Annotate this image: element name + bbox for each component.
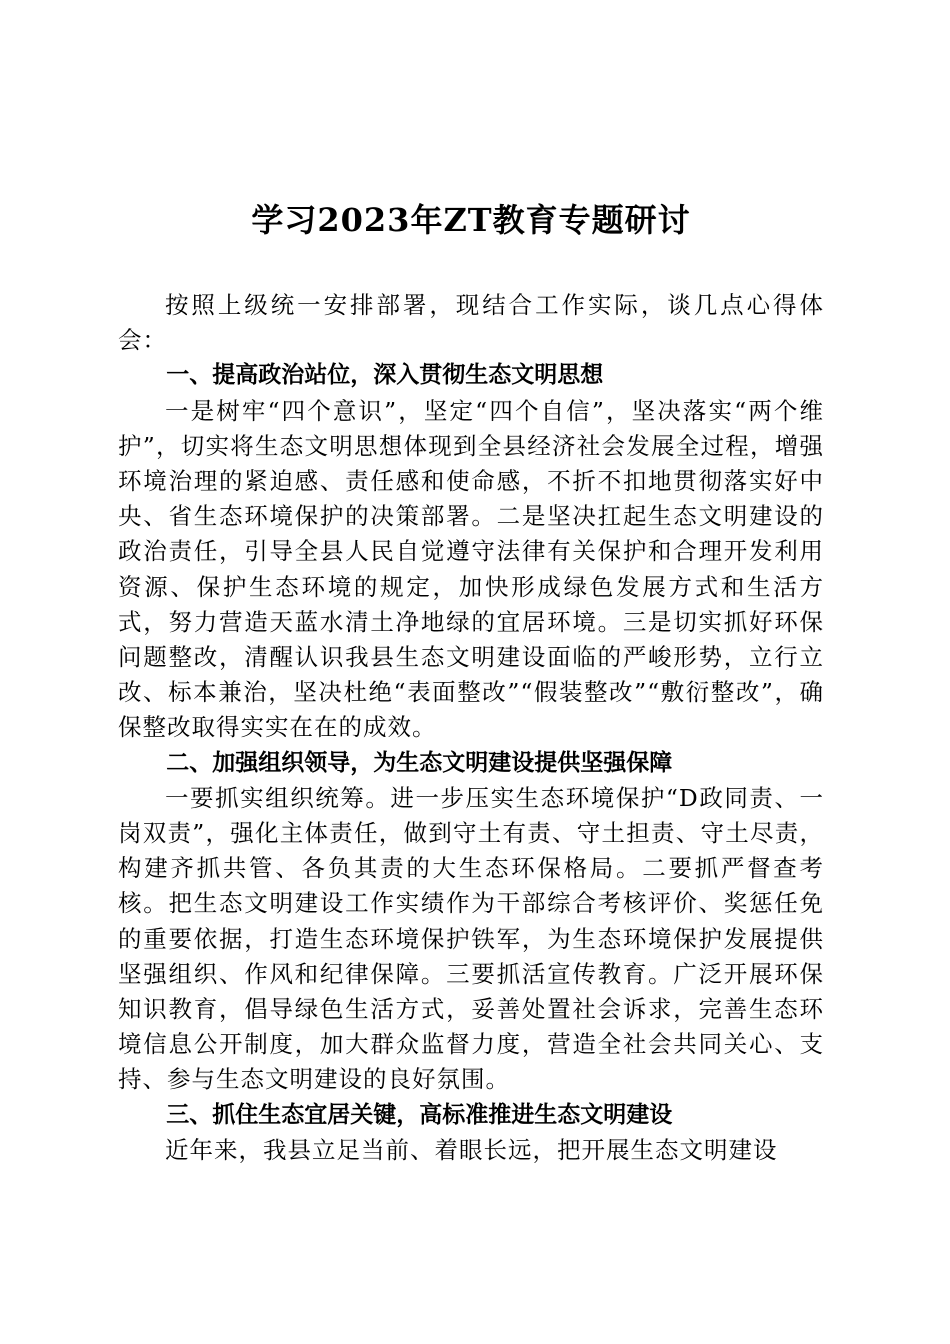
document-content [118,196,824,1168]
section-body: 一要抓实组织统筹。进一步压实生态环境保护“D政同责、一岗双责”，强化主体责任，做到守土有责、守土担责、守土尽责，构建齐抓共管、各负其责的大生态环保格局。二要抓严督查考核。把生态文明建设工作实绩作为干部综合考核评价、奖惩任免的重要依据，打造生态环境保护铁军，为生态环境保护发展提供坚强组织、作风和纪律保障。三要抓活宣传教育。广泛开展环保知识教育，倡导绿色生活方式，妥善处置社会诉求，完善生态环境信息公开制度，加大群众监督力度，营造全社会共同关心、支持、参与生态文明建设的良好氛围。 [118,783,824,1094]
section-1 [118,358,824,745]
section-3 [118,1098,824,1168]
section-2 [118,746,824,1098]
section-heading: 二、加强组织领导，为生态文明建设提供坚强保障 [166,749,673,776]
section-body: 近年来，我县立足当前、着眼长远，把开展生态文明建设 [165,1135,778,1164]
section-body: 一是树牢“四个意识”，坚定“四个自信”，坚决落实“两个维护”，切实将生态文明思想体现到全县经济社会发展全过程，增强环境治理的紧迫感、责任感和使命感，不折不扣地贯彻落实好中央、省生态环境保护的决策部署。二是坚决扛起生态文明建设的政治责任，引导全县人民自觉遵守法律有关保护和合理开发利用资源、保护生态环境的规定，加快形成绿色发展方式和生活方式，努力营造天蓝水清土净地绿的宜居环境。三是切实抓好环保问题整改，清醒认识我县生态文明建设面临的严峻形势，立行立改、标本兼治，坚决杜绝“表面整改”“假装整改”“敷衍整改”，确保整改取得实实在在的成效。 [118,396,824,742]
section-heading: 三、抓住生态宜居关键，高标准推进生态文明建设 [166,1101,673,1128]
document-title: 学习2023年ZT教育专题研讨 [251,201,691,239]
intro-paragraph: 按照上级统一安排部署，现结合工作实际，谈几点心得体会： [118,291,824,355]
section-heading: 一、提高政治站位，深入贯彻生态文明思想 [166,362,604,389]
